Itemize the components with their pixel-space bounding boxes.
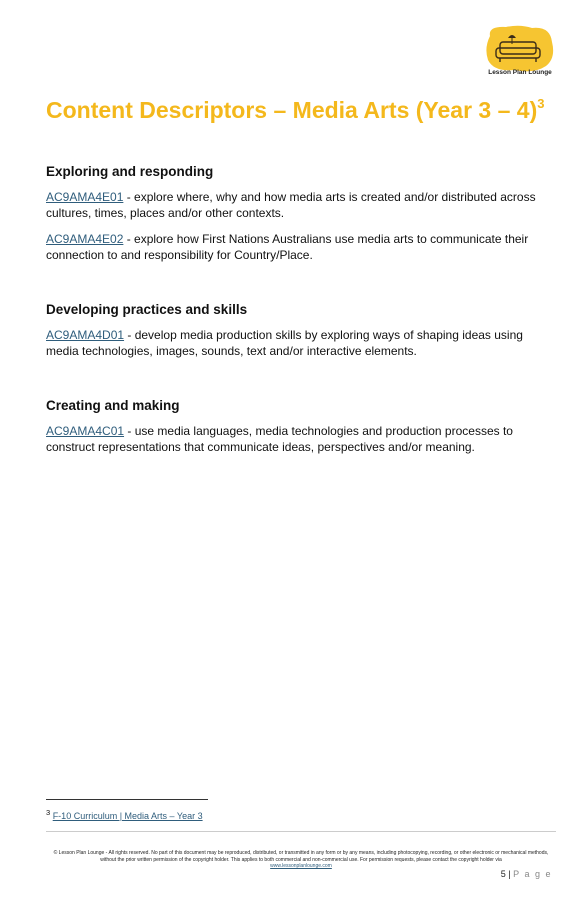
descriptor-code-link[interactable]: AC9AMA4E01 [46, 190, 124, 204]
page-title-text: Content Descriptors – Media Arts (Year 3 – 4) [46, 97, 538, 123]
page-label: P a g e [513, 869, 552, 879]
page-number-value: 5 [500, 869, 506, 879]
descriptor-code-link[interactable]: AC9AMA4D01 [46, 328, 125, 342]
section-developing-practices [46, 302, 546, 359]
copyright-notice [46, 850, 556, 870]
footnote [46, 808, 203, 821]
page-number: 5 | P a g e [500, 869, 552, 879]
section-heading: Developing practices and skills [46, 302, 248, 317]
descriptor-item [46, 423, 546, 455]
descriptor-item [46, 189, 546, 221]
descriptor-item [46, 327, 546, 359]
title-footnote-ref[interactable]: 3 [537, 96, 545, 111]
descriptor-code-link[interactable]: AC9AMA4C01 [46, 424, 125, 438]
section-heading: Creating and making [46, 398, 180, 413]
descriptor-text: - explore where, why and how media arts is created and/or distributed across cultures, times, places and/or other contexts. [46, 190, 536, 220]
logo-label: Lesson Plan Lounge [488, 69, 552, 76]
copyright-text: © Lesson Plan Lounge - All rights reserved. No part of this document may be reproduced, distributed, or transmitted in any form or by any means, including photocopying, recording, or other electronic or mechanical methods, without the prior written permission of the copyright holder. This applies to both commercial and non-commercial use. For permission requests, please contact the copyright holder via [53, 850, 549, 863]
footnote-number: 3 [46, 808, 51, 817]
website-link[interactable]: www.lessonplanlounge.com [270, 863, 332, 869]
descriptor-code-link[interactable]: AC9AMA4E02 [46, 232, 124, 246]
descriptor-text: - use media languages, media technologies and production processes to construct representations that communicate ideas, perspectives and/or meaning. [46, 424, 513, 454]
section-creating-making [46, 398, 546, 455]
footer-divider [46, 831, 556, 832]
footnote-divider [46, 799, 208, 800]
section-exploring-responding [46, 164, 546, 263]
descriptor-text: - explore how First Nations Australians use media arts to communicate their connection to and responsibility for Country/Place. [46, 232, 529, 262]
descriptor-item [46, 231, 546, 263]
descriptor-text: - develop media production skills by exploring ways of shaping ideas using media technologies, images, sounds, text and/or interactive elements. [46, 328, 523, 358]
footnote-link[interactable]: F-10 Curriculum | Media Arts – Year 3 [52, 811, 203, 821]
section-heading: Exploring and responding [46, 164, 214, 179]
page-title [46, 96, 544, 124]
